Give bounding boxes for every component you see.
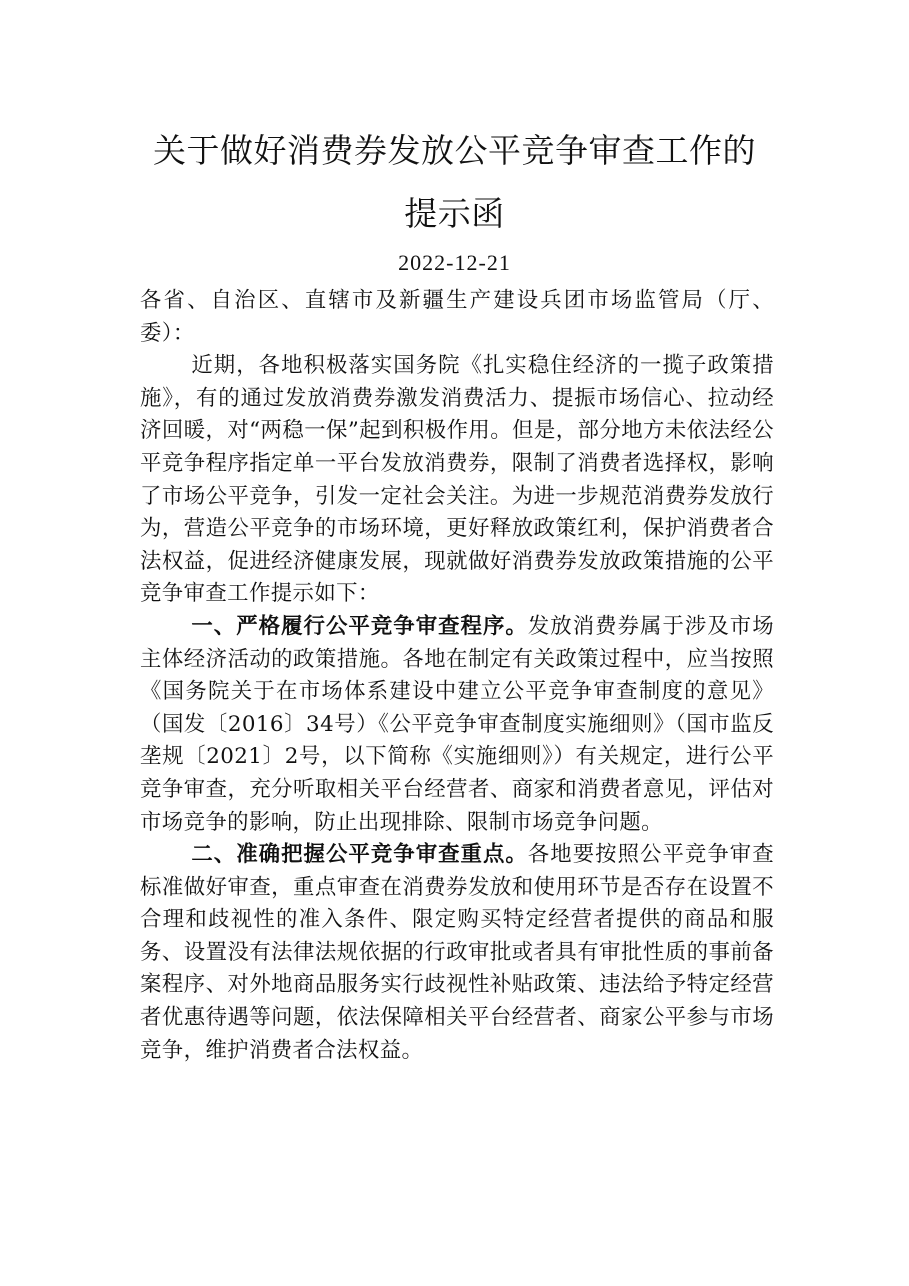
section-1-paragraph [140, 611, 774, 839]
salutation: 各省、自治区、直辖市及新疆生产建设兵团市场监管局（厅、委）： [140, 288, 774, 346]
document-body [140, 285, 774, 1067]
section-1-heading: 一、严格履行公平竞争审查程序。 [191, 613, 528, 639]
section-2-heading: 二、准确把握公平竞争审查重点。 [191, 842, 528, 868]
section-2-paragraph [140, 839, 774, 1067]
intro-paragraph: 近期，各地积极落实国务院《扎实稳住经济的一揽子政策措施》，有的通过发放消费券激发消费活力、提振市场信心、拉动经济回暖，对“两稳一保”起到积极作用。但是，部分地方未依法经公平竞争程序指定单一平台发放消费券，限制了消费者选择权，影响了市场公平竞争，引发一定社会关注。为进一步规范消费券发放行为，营造公平竞争的市场环境，更好释放政策红利，保护消费者合法权益，促进经济健康发展，现就做好消费券发放政策措施的公平竞争审查工作提示如下： [140, 353, 774, 607]
section-2-text: 各地要按照公平竞争审查标准做好审查，重点审查在消费券发放和使用环节是否存在设置不合理和歧视性的准入条件、限定购买特定经营者提供的商品和服务、设置没有法律法规依据的行政审批或者具有审批性质的事前备案程序、对外地商品服务实行歧视性补贴政策、违法给予特定经营者优惠待遇等问题，依法保障相关平台经营者、商家公平参与市场竞争，维护消费者合法权益。 [140, 842, 774, 1063]
document-title-line1: 关于做好消费券发放公平竞争审查工作的 [153, 131, 756, 170]
section-1-text: 发放消费券属于涉及市场主体经济活动的政策措施。各地在制定有关政策过程中，应当按照《国务院关于在市场体系建设中建立公平竞争审查制度的意见》（国发〔2016〕34号）《公平竞争审查制度实施细则》（国市监反垄规〔2021〕2号，以下简称《实施细则》）有关规定，进行公平竞争审查，充分听取相关平台经营者、商家和消费者意见，评估对市场竞争的影响，防止出现排除、限制市场竞争问题。 [140, 613, 774, 835]
document-date: 2022-12-21 [398, 250, 511, 275]
document-title-line2: 提示函 [404, 194, 505, 233]
